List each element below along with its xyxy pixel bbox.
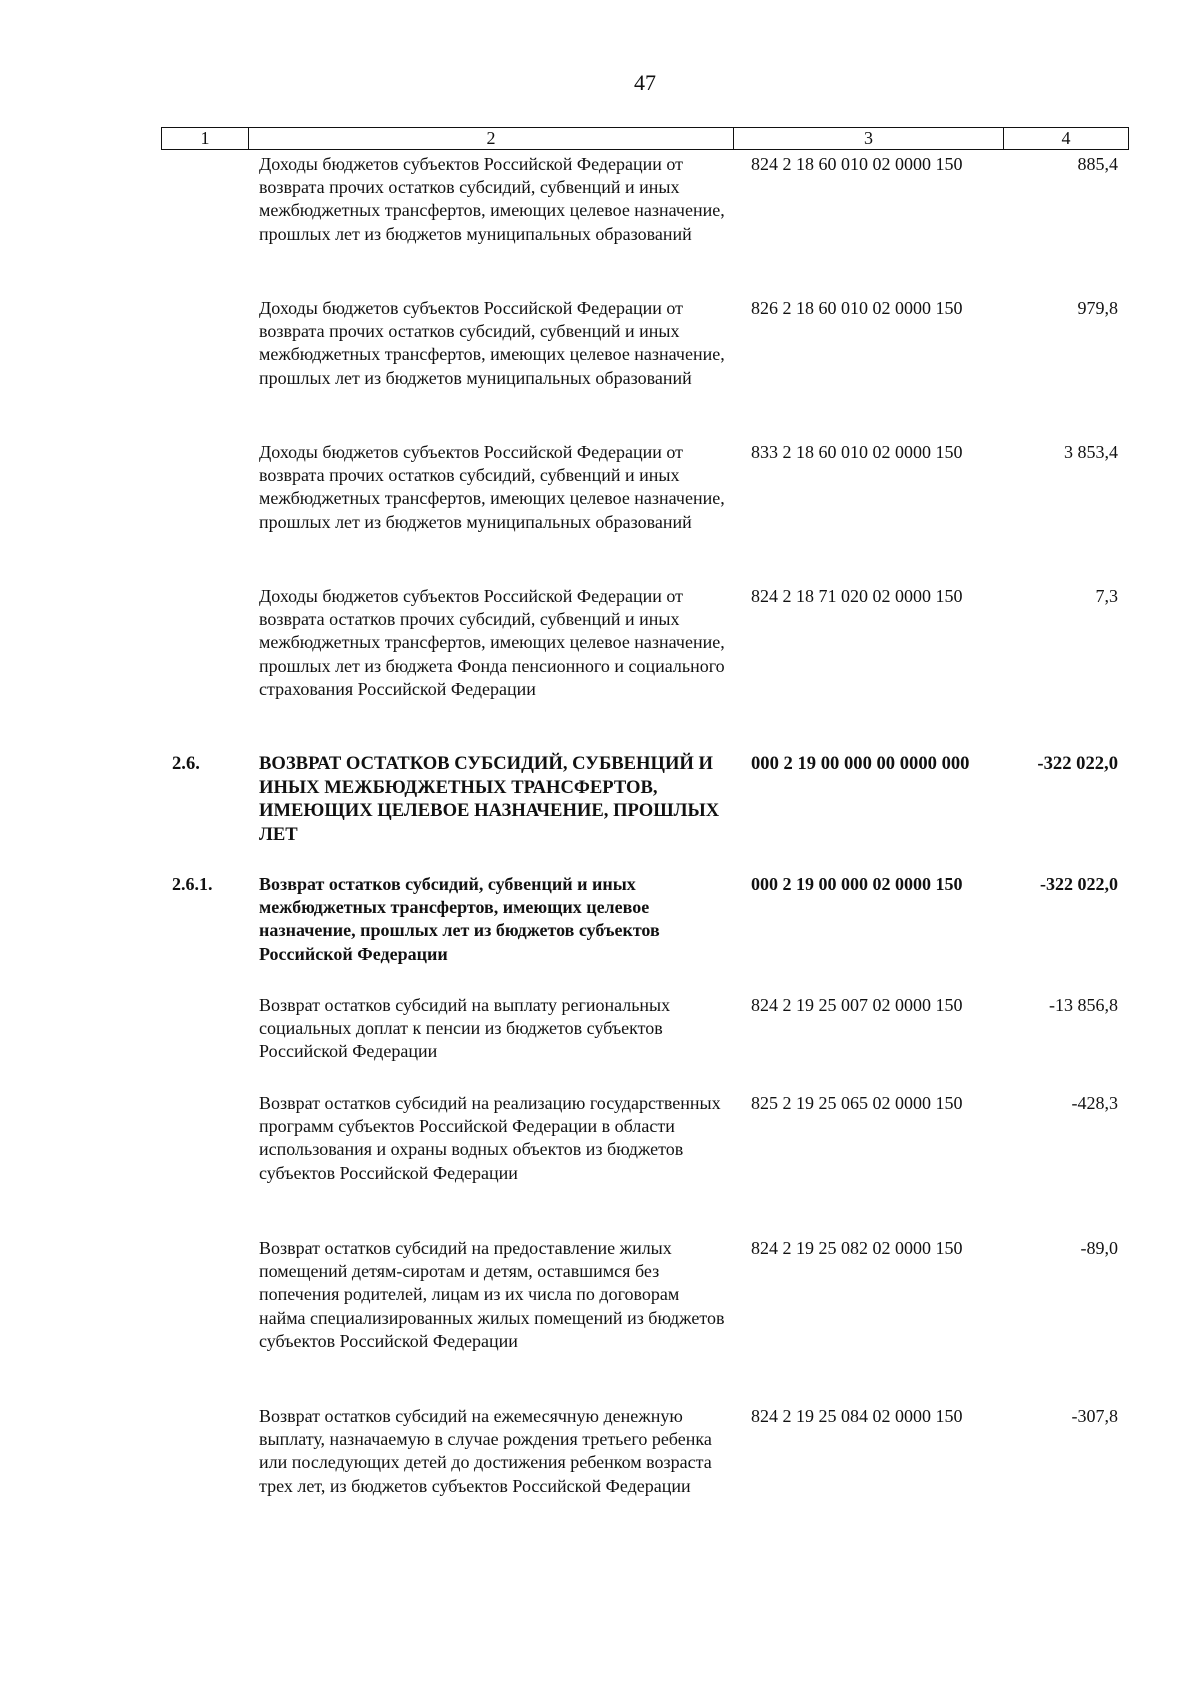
row-amount: -322 022,0	[1037, 753, 1118, 774]
row-description: Доходы бюджетов субъектов Российской Федерации от возврата остатков прочих субсидий, субвенций и иных межбюджетных трансфертов, имеющих целевое назначение, прошлых лет из бюджета Фонда пенсионного и социального страхования Российской Федерации	[259, 586, 725, 699]
header-col-2: 2	[249, 128, 734, 149]
row-description: Доходы бюджетов субъектов Российской Федерации от возврата прочих остатков субсидий, субвенций и иных межбюджетных трансфертов, имеющих целевое назначение, прошлых лет из бюджетов муниципальных образований	[259, 154, 725, 244]
row-amount: -13 856,8	[1049, 995, 1118, 1015]
header-col-1: 1	[162, 128, 249, 149]
row-description: Доходы бюджетов субъектов Российской Федерации от возврата прочих остатков субсидий, субвенций и иных межбюджетных трансфертов, имеющих целевое назначение, прошлых лет из бюджетов муниципальных образований	[259, 298, 725, 388]
row-description: ВОЗВРАТ ОСТАТКОВ СУБСИДИЙ, СУБВЕНЦИЙ И ИНЫХ МЕЖБЮДЖЕТНЫХ ТРАНСФЕРТОВ, ИМЕЮЩИХ ЦЕЛЕВОЕ НАЗНАЧЕНИЕ, ПРОШЛЫХ ЛЕТ	[259, 753, 720, 845]
row-code: 824 2 19 25 007 02 0000 150	[751, 995, 963, 1015]
table-header	[161, 127, 1129, 150]
row-code: 833 2 18 60 010 02 0000 150	[751, 442, 963, 462]
row-code: 826 2 18 60 010 02 0000 150	[751, 298, 963, 318]
row-amount: 3 853,4	[1064, 442, 1118, 462]
row-number: 2.6.	[172, 753, 200, 774]
page-number: 47	[634, 70, 656, 95]
row-amount: -428,3	[1071, 1093, 1118, 1113]
row-description: Возврат остатков субсидий на предоставление жилых помещений детям-сиротам и детям, оставшимся без попечения родителей, лицам из их числа по договорам найма специализированных жилых помещений из бюджетов субъектов Российской Федерации	[259, 1238, 725, 1351]
row-code: 824 2 18 60 010 02 0000 150	[751, 154, 963, 174]
row-description: Доходы бюджетов субъектов Российской Федерации от возврата прочих остатков субсидий, субвенций и иных межбюджетных трансфертов, имеющих целевое назначение, прошлых лет из бюджетов муниципальных образований	[259, 442, 725, 532]
row-amount: 979,8	[1077, 298, 1118, 318]
row-description: Возврат остатков субсидий на выплату региональных социальных доплат к пенсии из бюджетов субъектов Российской Федерации	[259, 995, 671, 1062]
row-code: 824 2 19 25 082 02 0000 150	[751, 1238, 963, 1258]
row-description: Возврат остатков субсидий на реализацию государственных программ субъектов Российской Федерации в области использования и охраны водных объектов из бюджетов субъектов Российской Федерации	[259, 1093, 721, 1183]
row-code: 824 2 18 71 020 02 0000 150	[751, 586, 963, 606]
row-code: 825 2 19 25 065 02 0000 150	[751, 1093, 963, 1113]
row-amount: -322 022,0	[1040, 874, 1118, 894]
row-description: Возврат остатков субсидий на ежемесячную денежную выплату, назначаемую в случае рождения третьего ребенка или последующих детей до достижения ребенком возраста трех лет, из бюджетов субъектов Российской Федерации	[259, 1406, 712, 1496]
row-description: Возврат остатков субсидий, субвенций и иных межбюджетных трансфертов, имеющих целевое назначение, прошлых лет из бюджетов субъектов Российской Федерации	[259, 874, 660, 964]
row-code: 000 2 19 00 000 02 0000 150	[751, 874, 963, 894]
header-col-4: 4	[1061, 128, 1071, 148]
header-col-3: 3	[734, 128, 1004, 149]
row-amount: 7,3	[1095, 586, 1118, 606]
row-code: 824 2 19 25 084 02 0000 150	[751, 1406, 963, 1426]
row-number: 2.6.1.	[172, 874, 213, 894]
row-code: 000 2 19 00 000 00 0000 000	[751, 753, 970, 774]
row-amount: -307,8	[1071, 1406, 1118, 1426]
row-amount: 885,4	[1077, 154, 1118, 174]
row-amount: -89,0	[1080, 1238, 1118, 1258]
